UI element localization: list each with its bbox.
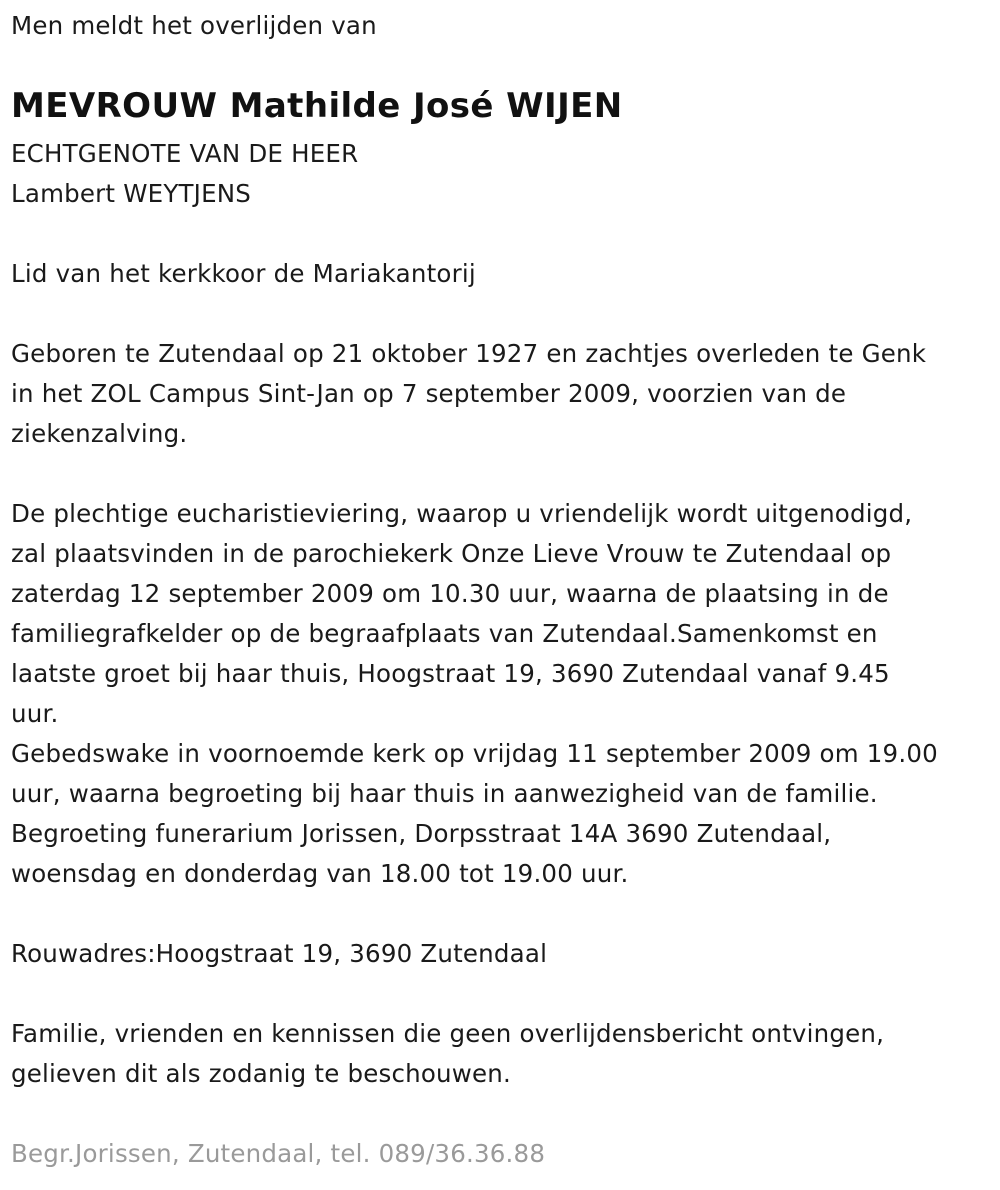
funeral-home-footer: Begr.Jorissen, Zutendaal, tel. 089/36.36.88 (11, 1139, 546, 1168)
paragraph-line: familiegrafkelder op de begraafplaats van Zutendaal.Samenkomst en (11, 619, 878, 648)
ceremony-paragraph (11, 494, 938, 894)
membership-text: Lid van het kerkkoor de Mariakantorij (11, 259, 476, 288)
paragraph-line: Gebedswake in voornoemde kerk op vrijdag 11 september 2009 om 19.00 (11, 739, 938, 768)
paragraph-line: in het ZOL Campus Sint-Jan op 7 september 2009, voorzien van de (11, 379, 847, 408)
paragraph-line: woensdag en donderdag van 18.00 tot 19.00 uur. (11, 859, 629, 888)
paragraph-line: gelieven dit als zodanig te beschouwen. (11, 1059, 512, 1088)
birth-death-paragraph (11, 334, 926, 454)
paragraph-line: De plechtige eucharistieviering, waarop u vriendelijk wordt uitgenodigd, (11, 499, 913, 528)
mourning-address: Rouwadres:Hoogstraat 19, 3690 Zutendaal (11, 939, 548, 968)
paragraph-line: laatste groet bij haar thuis, Hoogstraat 19, 3690 Zutendaal vanaf 9.45 (11, 659, 890, 688)
paragraph-line: zaterdag 12 september 2009 om 10.30 uur, waarna de plaatsing in de (11, 579, 889, 608)
paragraph-line: Begroeting funerarium Jorissen, Dorpsstraat 14A 3690 Zutendaal, (11, 819, 832, 848)
spouse-title: ECHTGENOTE VAN DE HEER (11, 139, 359, 168)
closing-paragraph (11, 1014, 884, 1094)
intro-text: Men meldt het overlijden van (11, 11, 377, 40)
paragraph-line: Familie, vrienden en kennissen die geen overlijdensbericht ontvingen, (11, 1019, 885, 1048)
paragraph-line: uur. (11, 699, 59, 728)
paragraph-line: ziekenzalving. (11, 419, 188, 448)
paragraph-line: Geboren te Zutendaal op 21 oktober 1927 en zachtjes overleden te Genk (11, 339, 927, 368)
paragraph-line: uur, waarna begroeting bij haar thuis in aanwezigheid van de familie. (11, 779, 878, 808)
deceased-name: MEVROUW Mathilde José WIJEN (11, 86, 623, 126)
membership-block (11, 254, 476, 294)
spouse-block (11, 134, 358, 214)
spouse-name: Lambert WEYTJENS (11, 179, 252, 208)
mourning-address-block (11, 934, 547, 974)
paragraph-line: zal plaatsvinden in de parochiekerk Onze Lieve Vrouw te Zutendaal op (11, 539, 892, 568)
